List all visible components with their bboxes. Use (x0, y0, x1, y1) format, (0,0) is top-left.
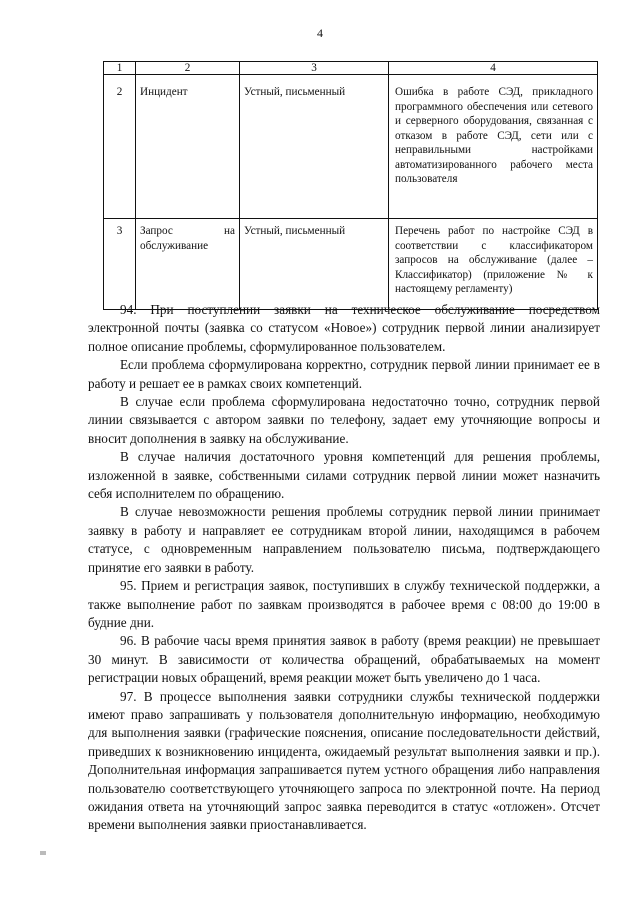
paragraph-94: 94. При поступлении заявки на техническое обслуживание посредством электронной почты (заявка со статусом «Новое») сотрудник первой линии анализирует полное описание проблемы, сформулированное пользователем. (88, 302, 600, 354)
paragraph: В случае наличия достаточного уровня компетенций для решения проблемы, изложенной в заявке, собственными силами сотрудник первой линии может назначить себя исполнителем по обращению. (88, 449, 600, 502)
request-description-text: Ошибка в работе СЭД, прикладного программного обеспечения или сетевого и серверного оборудования, связанная с отказом в работе СЭД, сети или с неправильными настройками автоматизированного рабочего места пользователя (395, 86, 593, 186)
paragraph: В случае невозможности решения проблемы сотрудник первой линии принимает заявку в работу и направляет ее сотрудникам второй линии, находящимся в рабочем статусе, с одновременным направлением пользователю письма, подтверждающего принятие его заявки в работу. (88, 504, 600, 575)
request-types-table (103, 61, 598, 310)
paragraph-97: 97. В процессе выполнения заявки сотрудники службы технической поддержки имеют право запрашивать у пользователя дополнительную информацию, необходимую для выполнения заявки (графические пояснения, описание последовательности действий, приведших к возникновению инцидента, ожидаемый результат выполнения заявки и пр.). Дополнительная информация запрашивается путем устного обращения либо направления пользователю соответствующего уточняющего запроса по электронной почте. На период ожидания ответа на уточняющий запрос заявка переводится в статус «отложен». Отсчет времени выполнения заявки приостанавливается. (88, 688, 600, 833)
header-col-4: 4 (389, 62, 598, 75)
table-row (104, 75, 598, 219)
request-type-name: Инцидент (136, 75, 240, 219)
document-body (88, 301, 600, 835)
request-form: Устный, письменный (240, 75, 389, 219)
row-number: 2 (104, 75, 136, 219)
table-row (104, 219, 598, 310)
paragraph-96: 96. В рабочие часы время принятия заявок в работу (время реакции) не превышает 30 минут. В зависимости от количества обращений, обрабатываемых на момент регистрации новых обращений, время реакции может быть увеличено до 1 часа. (88, 633, 600, 686)
paragraph-95: 95. Прием и регистрация заявок, поступивших в службу технической поддержки, а также выполнение работ по заявкам производятся в рабочее время с 08:00 до 19:00 в будние дни. (88, 578, 600, 630)
paragraph: Если проблема сформулирована корректно, сотрудник первой линии принимает ее в работу и решает ее в рамках своих компетенций. (88, 357, 600, 391)
row-number: 3 (104, 219, 136, 310)
request-description (389, 75, 598, 219)
header-col-1: 1 (104, 62, 136, 75)
request-description (389, 219, 598, 310)
header-col-3: 3 (240, 62, 389, 75)
request-type-name: Запрос на обслуживание (136, 219, 240, 310)
request-form: Устный, письменный (240, 219, 389, 310)
table-header-row (104, 62, 598, 75)
scan-mark (40, 851, 46, 855)
request-description-text: Перечень работ по настройке СЭД в соответствии с классификатором запросов на обслуживание (далее – Классификатор) (приложение № к настоящему регламенту) (395, 225, 593, 296)
paragraph: В случае если проблема сформулирована недостаточно точно, сотрудник первой линии связывается с автором заявки по телефону, задает ему уточняющие вопросы и вносит дополнения в заявку на обслуживание. (88, 394, 600, 446)
page-number: 4 (317, 26, 323, 40)
header-col-2: 2 (136, 62, 240, 75)
